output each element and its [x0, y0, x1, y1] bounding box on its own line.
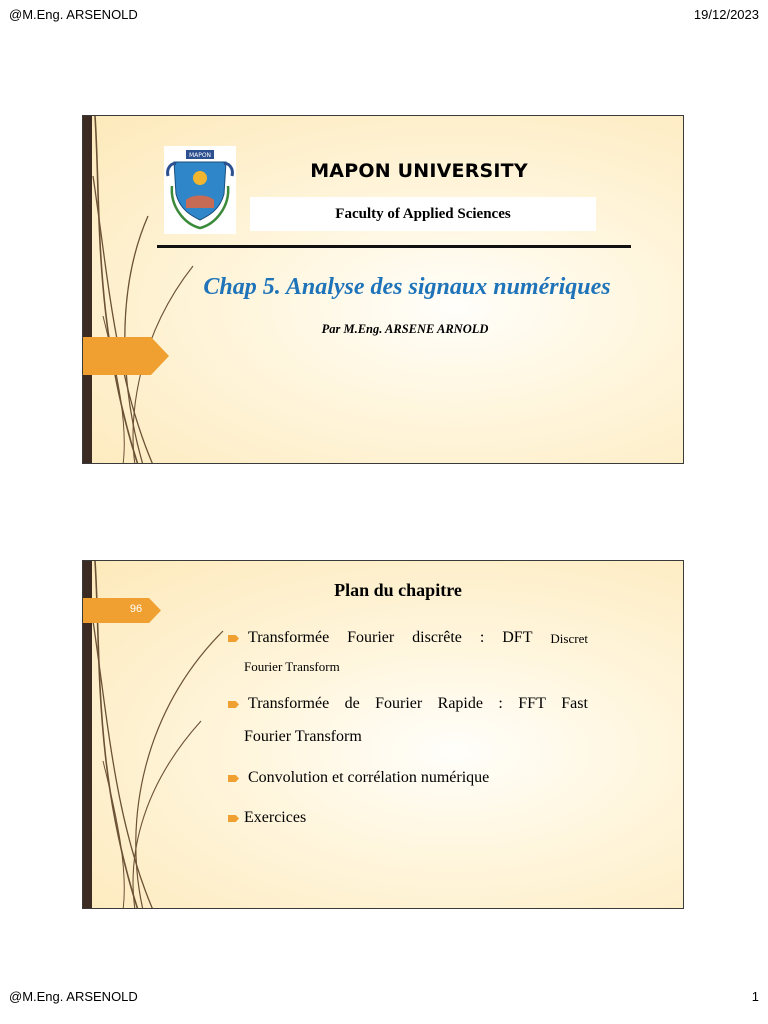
title-divider — [157, 245, 631, 248]
university-logo — [164, 146, 236, 234]
university-name: MAPON UNIVERSITY — [310, 160, 528, 182]
author-line: Par M.Eng. ARSENE ARNOLD — [321, 322, 489, 336]
logo-text: MAPON — [188, 152, 212, 159]
outline-slide: 96 Plan du chapitre Transformée Fourier discrête : DFT Discret Fourier Transform Transformée de Fourier Rapide : FFT Fast Fourier Transform Convolution et corrélation numérique Exercices — [82, 560, 684, 909]
footer-author: @M.Eng. ARSENOLD — [9, 989, 138, 1004]
slide-number-tab — [83, 598, 161, 623]
header-date: 19/12/2023 — [693, 7, 759, 22]
slide-number: 96 — [129, 603, 143, 615]
faculty-name: Faculty of Applied Sciences — [250, 197, 596, 231]
orange-accent-tab — [83, 337, 169, 375]
header-author: @M.Eng. ARSENOLD — [9, 7, 138, 22]
title-slide — [82, 115, 684, 464]
mapon-university-logo-icon — [164, 146, 236, 234]
page-number: 1 — [751, 989, 759, 1004]
chapter-title: Chap 5. Analyse des signaux numériques — [203, 274, 611, 300]
outline-title: Plan du chapitre — [334, 580, 462, 600]
